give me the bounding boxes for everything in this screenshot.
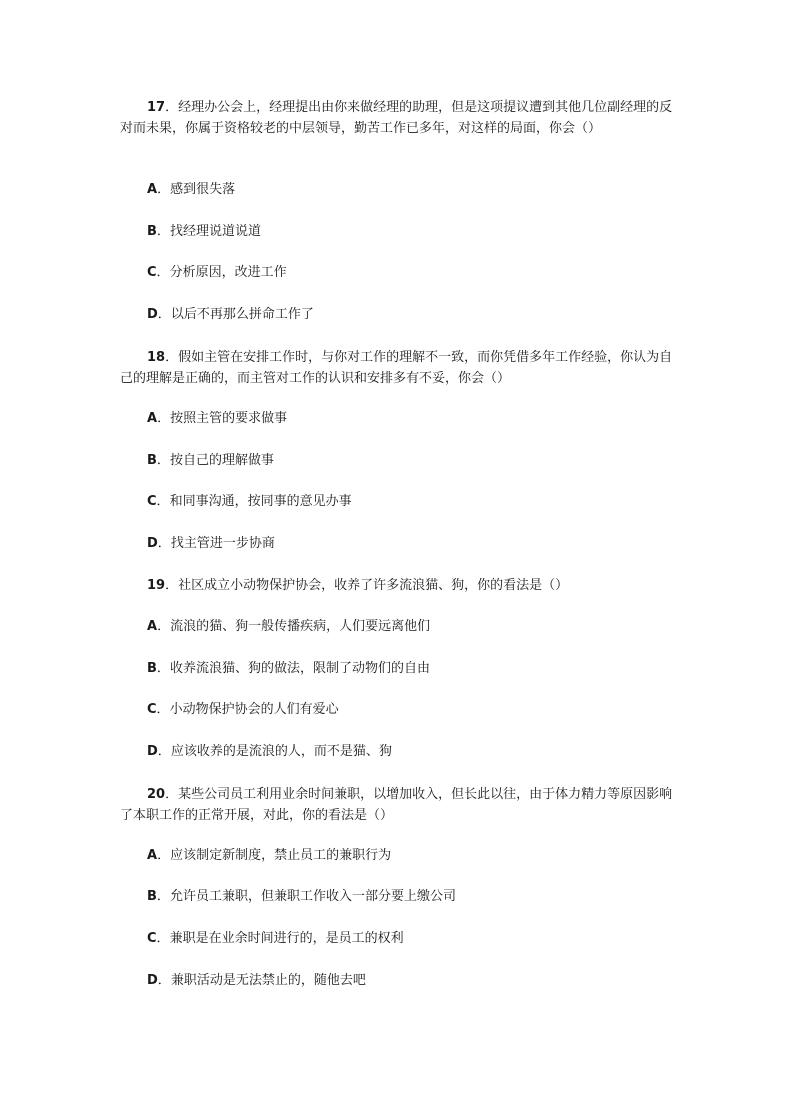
option-text: 流浪的猫、狗一般传播疾病，人们要远离他们 xyxy=(170,619,431,634)
option-text: 找主管进一步协商 xyxy=(170,536,275,551)
question-text: 经理办公会上，经理提出由你来做经理的助理，但是这项提议遭到其他几位副经理的反对而未果，你属于资格较老的中层领导，勤苦工作已多年，对这样的局面，你会（） xyxy=(120,100,673,136)
option-letter: C xyxy=(147,265,157,280)
option-20-c xyxy=(147,930,404,948)
option-letter: B xyxy=(147,889,157,904)
question-separator: ． xyxy=(165,787,179,802)
question-19 xyxy=(120,575,675,596)
option-separator: ． xyxy=(156,224,170,239)
option-separator: ． xyxy=(157,744,171,759)
option-separator: ． xyxy=(157,848,171,863)
option-text: 以后不再那么拼命工作了 xyxy=(170,307,314,322)
option-text: 收养流浪猫、狗的做法，限制了动物们的自由 xyxy=(169,661,430,676)
option-separator: ． xyxy=(156,889,170,904)
option-18-c xyxy=(147,493,352,511)
option-18-b xyxy=(147,452,274,470)
option-separator: ． xyxy=(157,973,171,988)
question-separator: ． xyxy=(165,578,179,593)
option-separator: ． xyxy=(157,536,171,551)
option-letter: A xyxy=(147,411,158,426)
option-separator: ． xyxy=(156,661,170,676)
option-text: 分析原因，改进工作 xyxy=(169,265,287,280)
option-18-a xyxy=(147,410,287,428)
option-17-d xyxy=(147,306,314,324)
option-separator: ． xyxy=(156,494,170,509)
question-separator: ． xyxy=(165,350,179,365)
option-letter: A xyxy=(147,848,158,863)
question-number: 17 xyxy=(147,100,166,115)
option-letter: D xyxy=(147,973,158,988)
option-20-d xyxy=(147,972,366,990)
option-separator: ． xyxy=(156,702,170,717)
option-letter: C xyxy=(147,702,157,717)
option-separator: ． xyxy=(157,182,171,197)
option-19-a xyxy=(147,618,430,636)
option-text: 感到很失落 xyxy=(170,182,236,197)
option-separator: ． xyxy=(157,307,171,322)
option-letter: B xyxy=(147,453,157,468)
option-separator: ． xyxy=(156,265,170,280)
option-text: 应该制定新制度，禁止员工的兼职行为 xyxy=(170,848,392,863)
question-text: 假如主管在安排工作时，与你对工作的理解不一致，而你凭借多年工作经验，你认为自己的理解是正确的，而主管对工作的认识和安排多有不妥，你会（） xyxy=(120,350,673,386)
option-letter: B xyxy=(147,224,157,239)
option-17-b xyxy=(147,223,261,241)
option-20-a xyxy=(147,847,391,865)
option-18-d xyxy=(147,535,275,553)
option-text: 和同事沟通，按同事的意见办事 xyxy=(169,494,352,509)
option-text: 应该收养的是流浪的人，而不是猫、狗 xyxy=(170,744,392,759)
question-18 xyxy=(120,347,675,389)
option-letter: C xyxy=(147,494,157,509)
option-text: 小动物保护协会的人们有爱心 xyxy=(169,702,339,717)
option-text: 兼职是在业余时间进行的，是员工的权利 xyxy=(169,931,404,946)
option-text: 允许员工兼职，但兼职工作收入一部分要上缴公司 xyxy=(169,889,456,904)
option-letter: B xyxy=(147,661,157,676)
option-17-c xyxy=(147,264,287,282)
question-20 xyxy=(120,784,675,826)
option-separator: ． xyxy=(156,453,170,468)
question-number: 19 xyxy=(147,578,166,593)
question-text: 某些公司员工利用业余时间兼职，以增加收入，但长此以往，由于体力精力等原因影响了本职工作的正常开展，对此，你的看法是（） xyxy=(120,787,673,823)
option-letter: D xyxy=(147,536,158,551)
option-letter: A xyxy=(147,182,158,197)
option-19-c xyxy=(147,701,339,719)
question-text: 社区成立小动物保护协会，收养了许多流浪猫、狗，你的看法是（） xyxy=(178,578,569,593)
question-separator: ． xyxy=(165,100,179,115)
option-text: 按自己的理解做事 xyxy=(169,453,274,468)
option-19-b xyxy=(147,660,430,678)
option-letter: A xyxy=(147,619,158,634)
option-letter: C xyxy=(147,931,157,946)
option-17-a xyxy=(147,181,235,199)
option-letter: D xyxy=(147,744,158,759)
option-19-d xyxy=(147,743,392,761)
option-separator: ． xyxy=(156,931,170,946)
option-separator: ． xyxy=(157,619,171,634)
question-number: 18 xyxy=(147,350,166,365)
option-20-b xyxy=(147,888,456,906)
question-number: 20 xyxy=(147,787,166,802)
option-separator: ． xyxy=(157,411,171,426)
option-letter: D xyxy=(147,307,158,322)
option-text: 按照主管的要求做事 xyxy=(170,411,288,426)
question-17 xyxy=(120,97,675,139)
option-text: 兼职活动是无法禁止的，随他去吧 xyxy=(170,973,366,988)
option-text: 找经理说道说道 xyxy=(169,224,261,239)
